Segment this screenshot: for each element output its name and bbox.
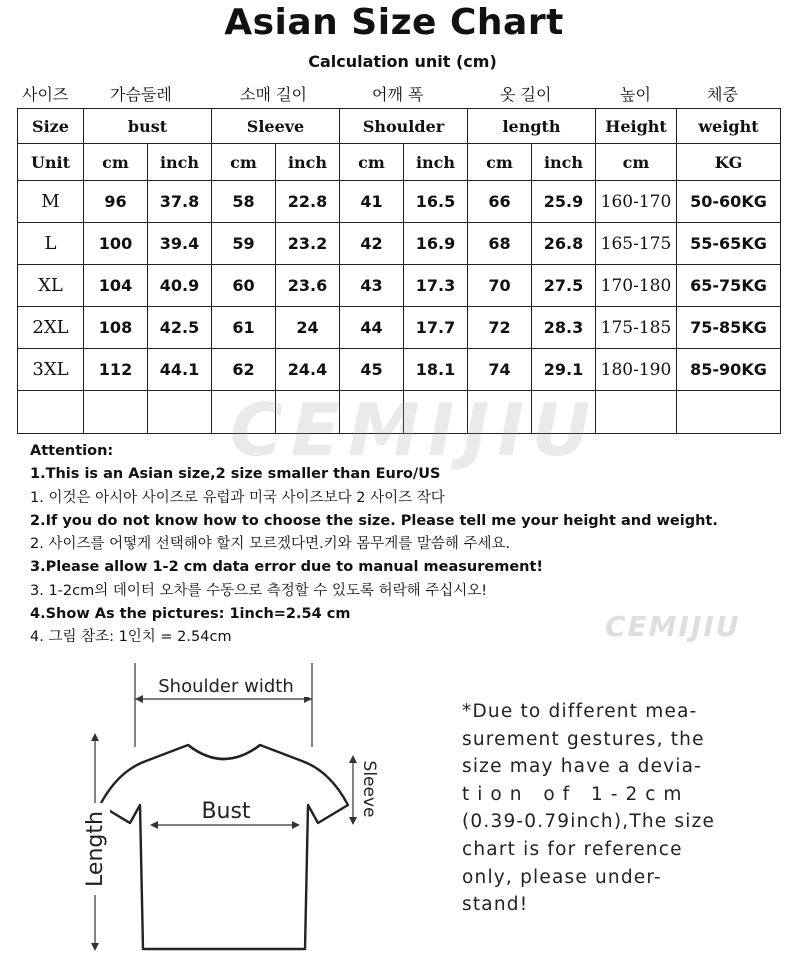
unit-cell: Unit: [18, 144, 84, 181]
unit-cell: inch: [148, 144, 212, 181]
note-line: stand!: [462, 894, 529, 916]
table-cell: 16.5: [404, 181, 468, 223]
attention-line: 4. 그림 참조: 1인치 = 2.54cm: [30, 629, 232, 646]
table-cell: 96: [84, 181, 148, 223]
table-cell: 29.1: [532, 349, 596, 391]
table-cell: 16.9: [404, 223, 468, 265]
header-shoulder: Shoulder: [340, 109, 468, 144]
attention-line: 1.This is an Asian size,2 size smaller than Euro/US: [30, 466, 441, 483]
table-cell: 58: [212, 181, 276, 223]
unit-cell: inch: [404, 144, 468, 181]
unit-cell: cm: [596, 144, 677, 181]
watermark: CEMIJIU: [230, 388, 599, 472]
table-cell: 18.1: [404, 349, 468, 391]
weight-cell: 50-60KG: [677, 181, 781, 223]
table-cell: 23.2: [276, 223, 340, 265]
table-cell: 17.7: [404, 307, 468, 349]
weight-cell: 65-75KG: [677, 265, 781, 307]
sleeve-label: Sleeve: [359, 760, 379, 818]
note-line: only, please under-: [462, 866, 662, 888]
korean-header-weight: 체중: [707, 85, 738, 104]
shoulder-width-label: Shoulder width: [158, 676, 294, 697]
height-cell: 175-185: [596, 307, 677, 349]
table-cell: 23.6: [276, 265, 340, 307]
empty-cell: [212, 391, 276, 434]
empty-cell: [677, 391, 781, 434]
korean-header-size: 사이즈: [22, 85, 69, 104]
table-cell: 17.3: [404, 265, 468, 307]
unit-cell: cm: [340, 144, 404, 181]
header-row-measure: [18, 109, 781, 144]
table-cell: 59: [212, 223, 276, 265]
note-line: size may have a devia-: [462, 756, 703, 778]
korean-header-sleeve: 소매 길이: [240, 85, 307, 104]
size-chart-table: [17, 108, 781, 434]
empty-cell: [276, 391, 340, 434]
korean-header-bust: 가슴둘레: [110, 85, 172, 104]
note-line: chart is for reference: [462, 838, 683, 860]
note-line: (0.39-0.79inch),The size: [462, 811, 716, 833]
table-cell: 26.8: [532, 223, 596, 265]
unit-cell: cm: [84, 144, 148, 181]
table-cell: 27.5: [532, 265, 596, 307]
table-cell: 24.4: [276, 349, 340, 391]
attention-line: 4.Show As the pictures: 1inch=2.54 cm: [30, 606, 351, 623]
table-cell: 37.8: [148, 181, 212, 223]
empty-cell: [404, 391, 468, 434]
empty-cell: [18, 391, 84, 434]
table-cell: 100: [84, 223, 148, 265]
unit-cell: cm: [468, 144, 532, 181]
length-label: Length: [83, 811, 108, 887]
table-cell: 62: [212, 349, 276, 391]
table-cell: 42: [340, 223, 404, 265]
table-cell: 42.5: [148, 307, 212, 349]
korean-header-height: 높이: [620, 85, 651, 104]
tshirt-measurement-diagram: [40, 655, 400, 955]
measurement-note: [462, 698, 762, 919]
header-height: Height: [596, 109, 677, 144]
arrow-head: [91, 943, 99, 951]
attention-line: 3.Please allow 1-2 cm data error due to manual measurement!: [30, 559, 544, 576]
arrow-head: [91, 733, 99, 741]
header-length: length: [468, 109, 596, 144]
table-row: [18, 265, 781, 307]
weight-cell: 55-65KG: [677, 223, 781, 265]
korean-header-length: 옷 길이: [500, 85, 552, 104]
size-cell: L: [18, 223, 84, 265]
watermark-small: CEMIJIU: [605, 610, 741, 643]
note-line: surement gestures, the: [462, 728, 705, 750]
attention-line: 3. 1-2cm의 데이터 오차를 수동으로 측정할 수 있도록 허락해 주십시오!: [30, 582, 488, 599]
note-line: tion of 1-2cm: [462, 783, 690, 805]
empty-cell: [340, 391, 404, 434]
unit-subtitle: Calculation unit (cm): [308, 52, 497, 71]
height-cell: 165-175: [596, 223, 677, 265]
size-cell: 3XL: [18, 349, 84, 391]
height-cell: 160-170: [596, 181, 677, 223]
table-row: [18, 223, 781, 265]
table-cell: 108: [84, 307, 148, 349]
size-cell: 2XL: [18, 307, 84, 349]
attention-heading: Attention:: [30, 443, 114, 459]
size-cell: XL: [18, 265, 84, 307]
table-cell: 39.4: [148, 223, 212, 265]
unit-cell: inch: [532, 144, 596, 181]
page-title: Asian Size Chart: [224, 2, 564, 43]
table-cell: 25.9: [532, 181, 596, 223]
table-cell: 72: [468, 307, 532, 349]
tshirt-outline: [100, 745, 348, 949]
table-cell: 43: [340, 265, 404, 307]
korean-header-row: [0, 82, 800, 106]
header-bust: bust: [84, 109, 212, 144]
empty-cell: [148, 391, 212, 434]
table-cell: 24: [276, 307, 340, 349]
unit-cell: inch: [276, 144, 340, 181]
attention-line: 2. 사이즈를 어떻게 선택해야 할지 모르겠다면.키와 몸무게를 말씀해 주세요.: [30, 536, 511, 553]
header-row-unit: [18, 144, 781, 181]
weight-cell: 85-90KG: [677, 349, 781, 391]
header-size: Size: [18, 109, 84, 144]
empty-cell: [532, 391, 596, 434]
table-row: [18, 307, 781, 349]
table-row: [18, 349, 781, 391]
table-cell: 112: [84, 349, 148, 391]
empty-cell: [468, 391, 532, 434]
table-cell: 28.3: [532, 307, 596, 349]
table-cell: 66: [468, 181, 532, 223]
empty-cell: [84, 391, 148, 434]
attention-notes: [30, 440, 790, 650]
bust-label: Bust: [201, 799, 251, 824]
attention-line: 2.If you do not know how to choose the size. Please tell me your height and weight.: [30, 512, 718, 529]
arrow-head: [349, 817, 357, 825]
table-cell: 70: [468, 265, 532, 307]
note-line: *Due to different mea-: [462, 701, 698, 722]
table-cell: 45: [340, 349, 404, 391]
unit-cell: cm: [212, 144, 276, 181]
header-sleeve: Sleeve: [212, 109, 340, 144]
table-row: [18, 181, 781, 223]
table-cell: 61: [212, 307, 276, 349]
size-cell: M: [18, 181, 84, 223]
arrow-head: [135, 695, 143, 703]
table-cell: 44: [340, 307, 404, 349]
table-cell: 104: [84, 265, 148, 307]
header-weight: weight: [677, 109, 781, 144]
weight-cell: 75-85KG: [677, 307, 781, 349]
unit-cell: KG: [677, 144, 781, 181]
table-cell: 60: [212, 265, 276, 307]
empty-row: [18, 391, 781, 434]
table-cell: 22.8: [276, 181, 340, 223]
korean-header-shoulder: 어깨 폭: [372, 85, 424, 104]
height-cell: 170-180: [596, 265, 677, 307]
arrow-head: [349, 755, 357, 763]
attention-line: 1. 이것은 아시아 사이즈로 유럽과 미국 사이즈보다 2 사이즈 작다: [30, 489, 445, 506]
empty-cell: [596, 391, 677, 434]
table-cell: 44.1: [148, 349, 212, 391]
table-cell: 68: [468, 223, 532, 265]
height-cell: 180-190: [596, 349, 677, 391]
table-cell: 74: [468, 349, 532, 391]
table-cell: 40.9: [148, 265, 212, 307]
table-cell: 41: [340, 181, 404, 223]
